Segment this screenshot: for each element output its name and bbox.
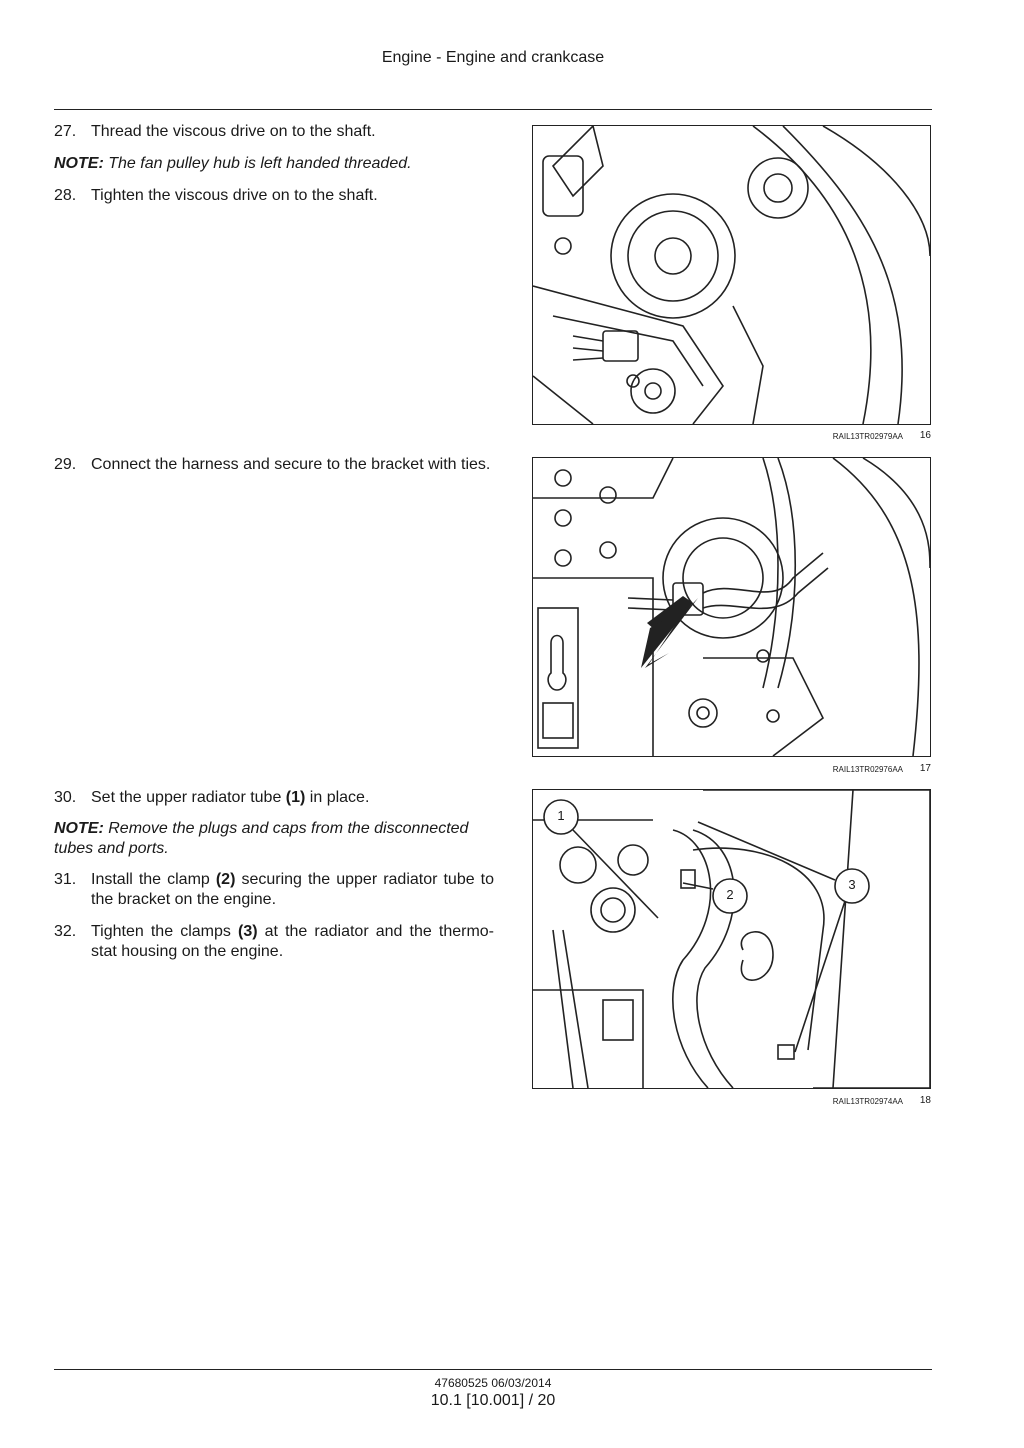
note-left-handed-thread [54, 154, 494, 174]
step-text: Install the clamp (2) securing the upper radiator tube to the bracket on the engine. [91, 871, 495, 908]
figure-ref-code: RAIL13TR02979AA [832, 432, 903, 441]
figure-16-viscous-drive [532, 125, 931, 425]
figure-ref-code: RAIL13TR02976AA [832, 765, 903, 774]
step-27 [54, 122, 494, 142]
step-32 [54, 922, 494, 962]
header-rule [54, 109, 932, 110]
footer-document-id: 47680525 06/03/2014 [434, 1376, 552, 1390]
step-text: Thread the viscous drive on to the shaft. [91, 123, 376, 140]
note-text: Remove the plugs and caps from the disconnected tubes and ports. [54, 820, 469, 857]
step-29 [54, 455, 494, 475]
step-number: 29. [54, 456, 77, 473]
note-label: NOTE: [54, 155, 104, 172]
step-number: 28. [54, 187, 77, 204]
note-text: The fan pulley hub is left handed threaded. [108, 155, 412, 172]
figure-number: 17 [919, 763, 931, 774]
step-text: Tighten the viscous drive on to the shaft. [91, 187, 378, 204]
figure-number: 16 [919, 430, 931, 441]
page-header-title: Engine - Engine and crankcase [381, 49, 605, 66]
step-text: Tighten the clamps (3) at the radiator and the thermo-stat housing on the engine. [91, 923, 495, 960]
step-31 [54, 870, 494, 910]
step-30 [54, 788, 494, 808]
callout-3: 3 [848, 877, 856, 892]
note-remove-plugs [54, 819, 494, 859]
step-text: Connect the harness and secure to the bracket with ties. [91, 456, 491, 473]
step-number: 31. [54, 871, 77, 888]
step-number: 30. [54, 789, 77, 806]
step-text: Set the upper radiator tube (1) in place. [91, 789, 370, 806]
figure-ref-code: RAIL13TR02974AA [832, 1097, 903, 1106]
footer-page-number: 10.1 [10.001] / 20 [430, 1392, 556, 1409]
callout-2: 2 [726, 887, 734, 902]
footer-rule [54, 1369, 932, 1370]
step-number: 27. [54, 123, 77, 140]
figure-17-harness-bracket [532, 457, 931, 757]
step-number: 32. [54, 923, 77, 940]
figure-number: 18 [919, 1095, 931, 1106]
callout-1: 1 [557, 808, 565, 823]
note-label: NOTE: [54, 820, 104, 837]
step-28 [54, 186, 494, 206]
figure-18-radiator-tube [532, 789, 931, 1089]
